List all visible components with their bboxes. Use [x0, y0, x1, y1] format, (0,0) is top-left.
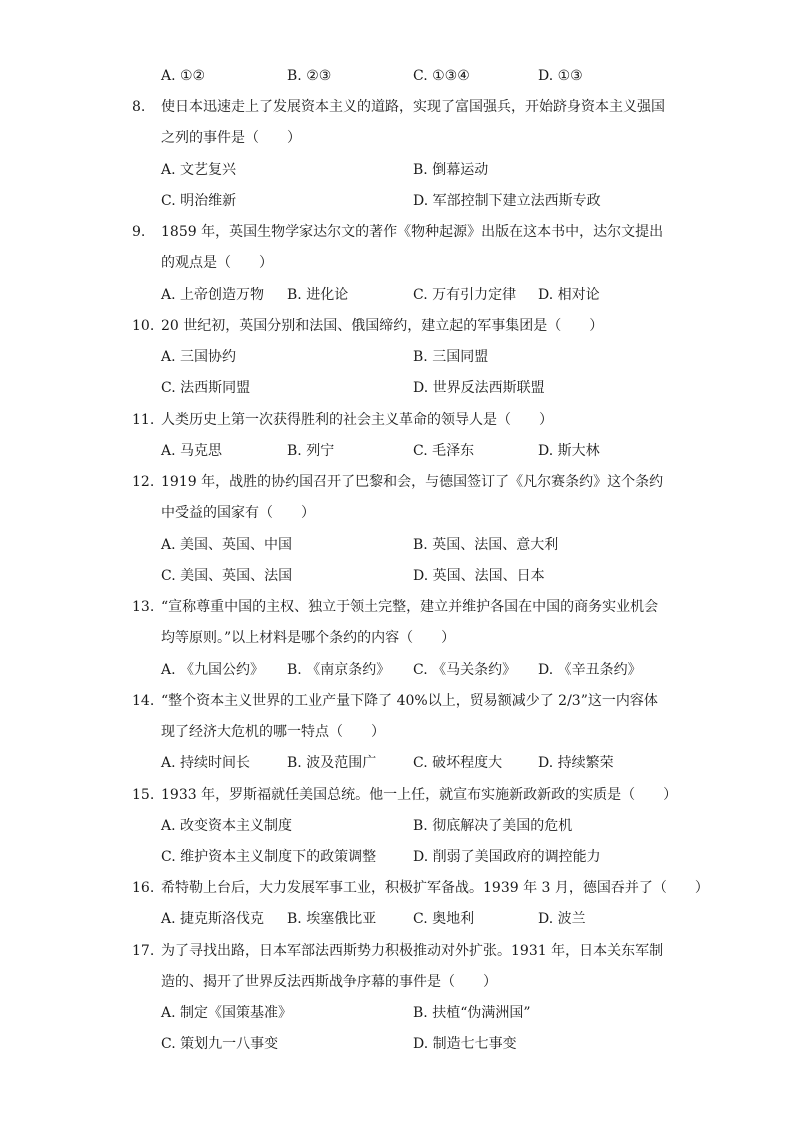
option-a: A. 改变资本主义制度 [161, 818, 293, 834]
option-a: A. 制定《国策基准》 [161, 1005, 293, 1021]
question-number: 10. [132, 318, 155, 334]
question-stem: 1859 年，英国生物学家达尔文的著作《物种起源》出版在这本书中，达尔文提出 [161, 224, 664, 240]
option-a: A. 马克思 [161, 443, 223, 459]
option-b: B. 列宁 [287, 443, 335, 459]
option-a: A. 美国、英国、中国 [161, 537, 293, 553]
question-stem: 均等原则。”以上材料是哪个条约的内容（ ） [161, 630, 456, 646]
question-number: 12. [132, 474, 155, 490]
option-c: C. 奥地利 [413, 911, 475, 927]
option-d: D. 相对论 [538, 287, 600, 303]
option-c: C. 万有引力定律 [413, 287, 517, 303]
question-stem: 中受益的国家有（ ） [161, 505, 315, 521]
option-c: C. 法西斯同盟 [161, 380, 251, 396]
question-stem: 现了经济大危机的哪一特点（ ） [161, 724, 385, 740]
option-c: C. 明治维新 [161, 193, 237, 209]
option-b: B. 波及范围广 [287, 755, 377, 771]
question-number: 13. [132, 599, 155, 615]
option-a: A. 文艺复兴 [161, 162, 237, 178]
option-c: C. 美国、英国、法国 [161, 568, 293, 584]
question-number: 9. [132, 224, 146, 240]
option-a: A. 捷克斯洛伐克 [161, 911, 265, 927]
question-number: 17. [132, 943, 155, 959]
option-d: D. 波兰 [538, 911, 586, 927]
option-b: B. 彻底解决了美国的危机 [413, 818, 573, 834]
option-d: D. 持续繁荣 [538, 755, 614, 771]
option-a: A. 《九国公约》 [161, 662, 265, 678]
question-number: 8. [132, 99, 146, 115]
option-b: B. 三国同盟 [413, 349, 489, 365]
question-stem: 1919 年，战胜的协约国召开了巴黎和会，与德国签订了《凡尔赛条约》这个条约 [161, 474, 664, 490]
option-c: C. 毛泽东 [413, 443, 475, 459]
question-number: 16. [132, 880, 155, 896]
question-stem: 的观点是（ ） [161, 255, 273, 271]
question-stem: “宣称尊重中国的主权、独立于领土完整，建立并维护各国在中国的商务实业机会 [161, 599, 659, 615]
option-c: C. 破坏程度大 [413, 755, 503, 771]
question-stem: 为了寻找出路，日本军部法西斯势力积极推动对外扩张。1931 年，日本关东军制 [161, 943, 664, 959]
option-b: B. 进化论 [287, 287, 349, 303]
question-stem: 人类历史上第一次获得胜利的社会主义革命的领导人是（ ） [161, 412, 553, 428]
option-b: B. 《南京条约》 [287, 662, 391, 678]
q7-option-d: D. ①③ [538, 68, 583, 84]
option-d: D. 斯大林 [538, 443, 600, 459]
option-d: D. 军部控制下建立法西斯专政 [413, 193, 601, 209]
option-b: B. 倒幕运动 [413, 162, 489, 178]
q7-option-c: C. ①③④ [413, 68, 470, 84]
question-number: 14. [132, 693, 155, 709]
option-c: C. 策划九一八事变 [161, 1036, 279, 1052]
question-stem: 希特勒上台后，大力发展军事工业，积极扩军备战。1939 年 3 月，德国吞并了（ ） [161, 880, 709, 896]
q7-option-b: B. ②③ [287, 68, 332, 84]
question-stem: 之列的事件是（ ） [161, 130, 301, 146]
option-b: B. 英国、法国、意大利 [413, 537, 559, 553]
question-stem: 1933 年，罗斯福就任美国总统。他一上任，就宣布实施新政新政的实质是（ ） [161, 787, 678, 803]
option-a: A. 持续时间长 [161, 755, 251, 771]
option-d: D. 英国、法国、日本 [413, 568, 545, 584]
question-number: 11. [132, 412, 155, 428]
question-stem: 造的、揭开了世界反法西斯战争序幕的事件是（ ） [161, 974, 497, 990]
question-number: 15. [132, 787, 155, 803]
option-c: C. 维护资本主义制度下的政策调整 [161, 849, 377, 865]
option-b: B. 埃塞俄比亚 [287, 911, 377, 927]
option-a: A. 上帝创造万物 [161, 287, 265, 303]
q7-option-a: A. ①② [161, 68, 206, 84]
option-d: D. 世界反法西斯联盟 [413, 380, 545, 396]
option-a: A. 三国协约 [161, 349, 237, 365]
question-stem: 20 世纪初，英国分别和法国、俄国缔约，建立起的军事集团是（ ） [161, 318, 604, 334]
option-b: B. 扶植“伪满洲国” [413, 1005, 531, 1021]
question-stem: 使日本迅速走上了发展资本主义的道路，实现了富国强兵，开始跻身资本主义强国 [161, 99, 665, 115]
option-d: D. 《辛丑条约》 [538, 662, 642, 678]
question-stem: “整个资本主义世界的工业产量下降了 40%以上，贸易额减少了 2/3”这一内容体 [161, 693, 658, 709]
option-d: D. 制造七七事变 [413, 1036, 517, 1052]
option-d: D. 削弱了美国政府的调控能力 [413, 849, 601, 865]
option-c: C. 《马关条约》 [413, 662, 517, 678]
